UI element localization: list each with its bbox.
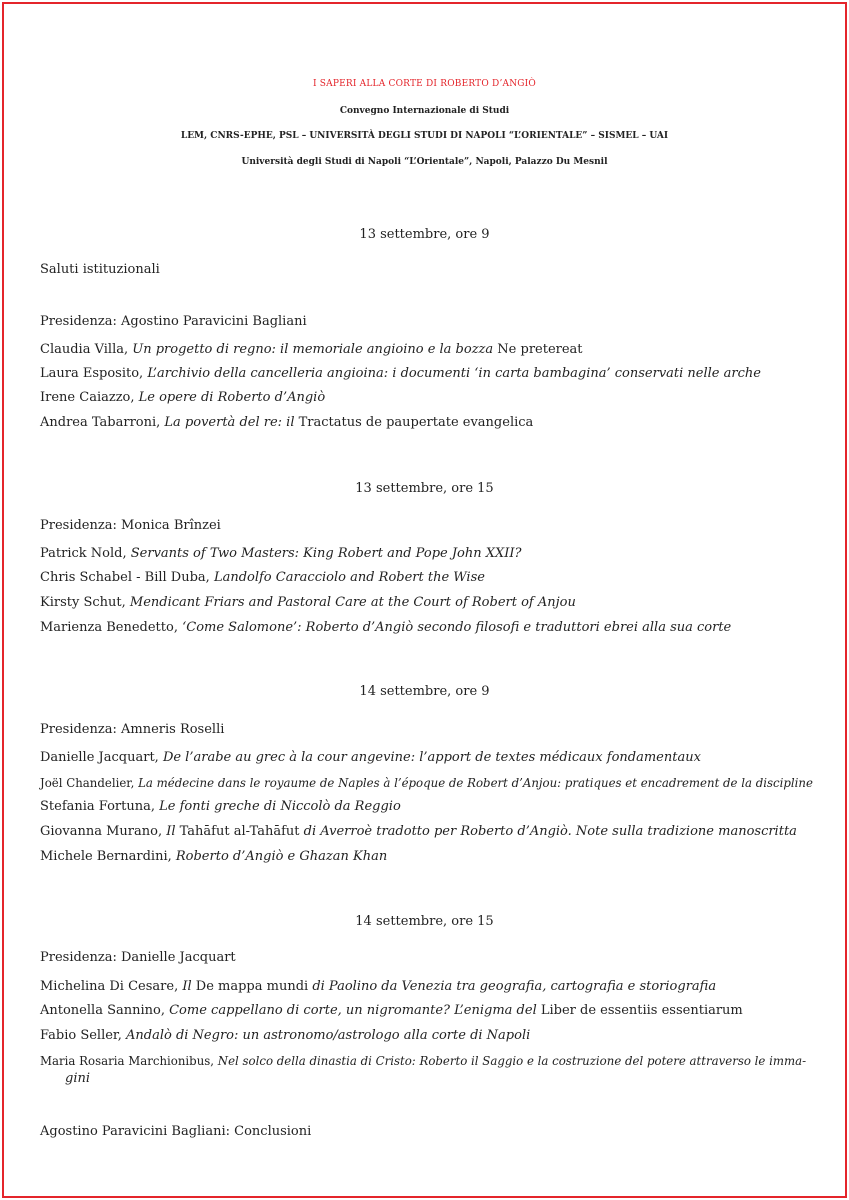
session-heading: 14 settembre, ore 9 <box>359 684 490 699</box>
talk-speaker: Fabio Seller, <box>40 1028 126 1043</box>
talk-item <box>40 977 716 997</box>
talk-speaker: Andrea Tabarroni, <box>40 415 165 430</box>
talk-item <box>40 1051 806 1071</box>
talk-title: ‘Come Salomone’: Roberto d’Angiò secondo filosofi e traduttori ebrei alla sua corte <box>182 620 732 635</box>
talk-title: La médecine dans le royaume de Naples à l’époque de Robert d’Anjou: pratiques et encadrement de la discipline <box>138 776 813 790</box>
venue-line: Università degli Studi di Napoli “L’Orientale”, Napoli, Palazzo Du Mesnil <box>241 157 608 167</box>
talk-item <box>40 847 387 867</box>
session-chair: Presidenza: Amneris Roselli <box>40 722 225 737</box>
document-header <box>0 70 849 173</box>
talk-title: Il <box>182 979 192 994</box>
conference-title: I SAPERI ALLA CORTE DI ROBERTO D’ANGIÒ <box>312 79 537 89</box>
talk-title-roman: Ne pretereat <box>493 342 583 357</box>
organizers-line: LEM, CNRS-EPHE, PSL – UNIVERSITÀ DEGLI STUDI DI NAPOLI “L’ORIENTALE” – SISMEL – UAI <box>180 131 669 141</box>
talk-speaker: Maria Rosaria Marchionibus, <box>40 1054 218 1068</box>
talk-speaker: Laura Esposito, <box>40 366 148 381</box>
talk-item <box>40 822 797 842</box>
talk-title: Roberto d’Angiò e Ghazan Khan <box>175 849 388 864</box>
talk-item <box>40 388 325 408</box>
talk-speaker: Marienza Benedetto, <box>40 620 183 635</box>
greetings-line: Saluti istituzionali <box>40 262 160 277</box>
talk-title: Landolfo Caracciolo and Robert the Wise <box>213 570 485 585</box>
talk-item <box>40 568 485 588</box>
talk-title: Un progetto di regno: il memoriale angioino e la bozza <box>132 342 494 357</box>
session-heading: 13 settembre, ore 9 <box>359 227 490 242</box>
talk-speaker: Michelina Di Cesare, <box>40 979 183 994</box>
talk-item <box>40 544 522 564</box>
closing-remarks: Agostino Paravicini Bagliani: Conclusioni <box>40 1124 312 1139</box>
talk-speaker: Claudia Villa, <box>40 342 133 357</box>
talk-title: Nel solco della dinastia di Cristo: Roberto il Saggio e la costruzione del potere attraverso le imma- <box>217 1054 807 1068</box>
talk-speaker: Giovanna Murano, <box>40 824 167 839</box>
talk-title: La povertà del re: il <box>164 415 295 430</box>
talk-item <box>40 748 701 768</box>
talk-title-roman: Tahāfut al-Tahāfut <box>175 824 304 839</box>
talk-item <box>40 773 813 793</box>
talk-speaker: Michele Bernardini, <box>40 849 176 864</box>
talk-title-cont: di Paolino da Venezia tra geografia, cartografia e storiografia <box>312 979 717 994</box>
talk-title-cont: gini <box>65 1071 91 1086</box>
talk-title: Le opere di Roberto d’Angiò <box>138 390 326 405</box>
talk-speaker: Patrick Nold, <box>40 546 131 561</box>
talk-title: Le fonti greche di Niccolò da Reggio <box>159 799 401 814</box>
talk-title: Andalò di Negro: un astronomo/astrologo alla corte di Napoli <box>126 1028 531 1043</box>
talk-speaker: Irene Caiazzo, <box>40 390 139 405</box>
talk-item <box>40 1001 743 1021</box>
session-chair: Presidenza: Danielle Jacquart <box>40 950 236 965</box>
talk-item <box>40 340 583 360</box>
talk-title: Il <box>166 824 176 839</box>
talk-item <box>40 618 731 638</box>
talk-title-roman: Tractatus de paupertate evangelica <box>294 415 534 430</box>
talk-speaker: Kirsty Schut, <box>40 595 130 610</box>
talk-item <box>40 413 533 433</box>
conference-subtitle: Convegno Internazionale di Studi <box>339 106 510 116</box>
talk-speaker: Antonella Sannino, <box>40 1003 170 1018</box>
talk-title: De l’arabe au grec à la cour angevine: l’apport de textes médicaux fondamentaux <box>162 750 701 765</box>
talk-title: Servants of Two Masters: King Robert and Pope John XXII? <box>130 546 522 561</box>
session-chair: Presidenza: Monica Brînzei <box>40 518 221 533</box>
session-chair: Presidenza: Agostino Paravicini Bagliani <box>40 314 307 329</box>
talk-speaker: Danielle Jacquart, <box>40 750 163 765</box>
talk-speaker: Stefania Fortuna, <box>40 799 160 814</box>
session-heading: 14 settembre, ore 15 <box>355 914 494 929</box>
talk-item <box>40 364 761 384</box>
talk-title-cont: di Averroè tradotto per Roberto d’Angiò. Note sulla tradizione manoscritta <box>303 824 797 839</box>
talk-title-continuation <box>40 1069 90 1089</box>
talk-speaker: Chris Schabel - Bill Duba, <box>40 570 214 585</box>
talk-title: L’archivio della cancelleria angioina: i documenti ‘in carta bambagina’ conservati nelle arche <box>147 366 761 381</box>
talk-title: Mendicant Friars and Pastoral Care at the Court of Robert of Anjou <box>129 595 576 610</box>
talk-item <box>40 797 401 817</box>
session-heading: 13 settembre, ore 15 <box>355 481 494 496</box>
talk-title-roman: De mappa mundi <box>191 979 313 994</box>
talk-title: Come cappellano di corte, un nigromante? L’enigma del <box>169 1003 537 1018</box>
talk-item <box>40 1026 530 1046</box>
talk-speaker: Joël Chandelier, <box>40 776 139 790</box>
talk-title-roman: Liber de essentiis essentiarum <box>536 1003 743 1018</box>
talk-item <box>40 593 576 613</box>
